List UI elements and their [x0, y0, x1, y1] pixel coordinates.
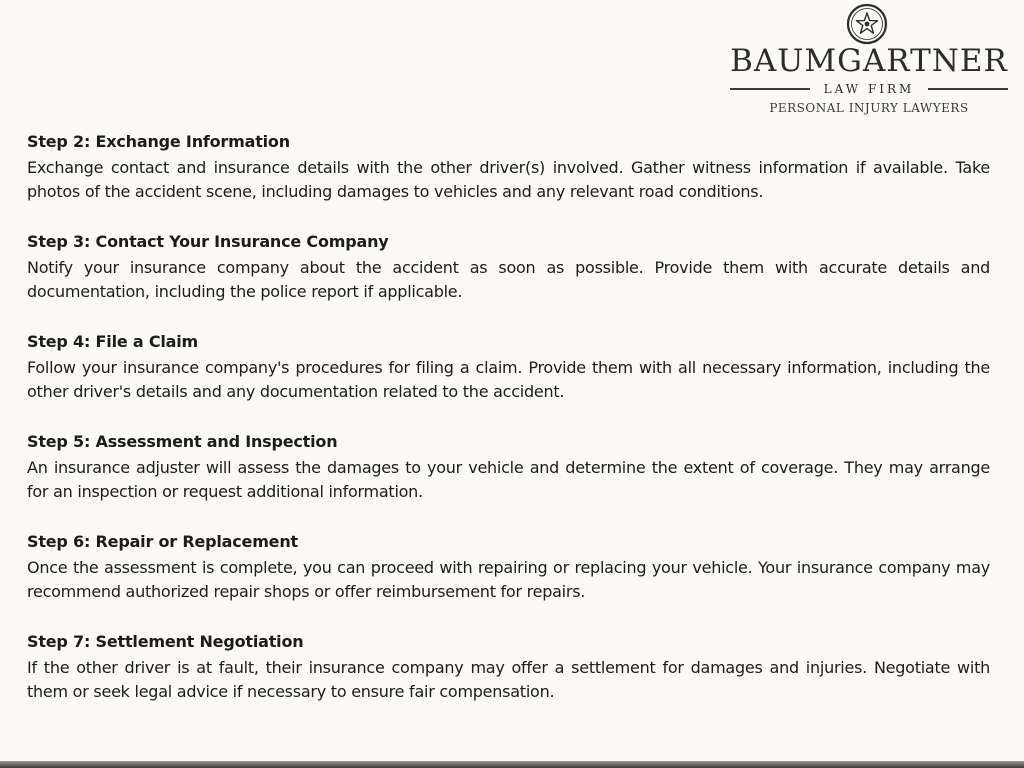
step-text: Exchange contact and insurance details with the other driver(s) involved. Gather witness information if available. Take photos of the accident scene, including damages to vehicles and any relevant road conditions.: [27, 158, 990, 201]
step-title: Step 4: File a Claim: [27, 332, 199, 351]
step-title: Step 6: Repair or Replacement: [27, 532, 298, 551]
step-title: Step 2: Exchange Information: [27, 132, 290, 151]
step-7: [27, 630, 990, 704]
logo-subtitle-row: [730, 80, 1008, 98]
steps-content: [27, 130, 990, 730]
star-emblem-icon: [845, 2, 889, 46]
step-2: [27, 130, 990, 204]
logo-firm-label: LAW FIRM: [823, 82, 915, 96]
footer-bar: [0, 761, 1024, 768]
step-text: If the other driver is at fault, their insurance company may offer a settlement for damages and injuries. Negotiate with them or seek legal advice if necessary to ensure fair compensation.: [27, 658, 990, 701]
step-6: [27, 530, 990, 604]
logo-tagline: PERSONAL INJURY LAWYERS: [769, 101, 969, 115]
step-text: Notify your insurance company about the accident as soon as possible. Provide them with accurate details and documentation, including the police report if applicable.: [27, 258, 990, 301]
logo-firm-name: BAUMGARTNER: [730, 43, 1008, 79]
step-4: [27, 330, 990, 404]
step-title: Step 3: Contact Your Insurance Company: [27, 232, 389, 251]
firm-logo: [724, 2, 1014, 120]
step-5: [27, 430, 990, 504]
step-text: Once the assessment is complete, you can proceed with repairing or replacing your vehicle. Your insurance company may recommend authorized repair shops or offer reimbursement for repairs.: [27, 558, 990, 601]
step-title: Step 7: Settlement Negotiation: [27, 632, 304, 651]
logo-rule-left: [730, 88, 810, 90]
logo-rule-right: [928, 88, 1008, 90]
step-title: Step 5: Assessment and Inspection: [27, 432, 338, 451]
step-text: An insurance adjuster will assess the damages to your vehicle and determine the extent of coverage. They may arrange for an inspection or request additional information.: [27, 458, 990, 501]
step-3: [27, 230, 990, 304]
step-text: Follow your insurance company's procedures for filing a claim. Provide them with all necessary information, including the other driver's details and any documentation related to the accident.: [27, 358, 990, 401]
